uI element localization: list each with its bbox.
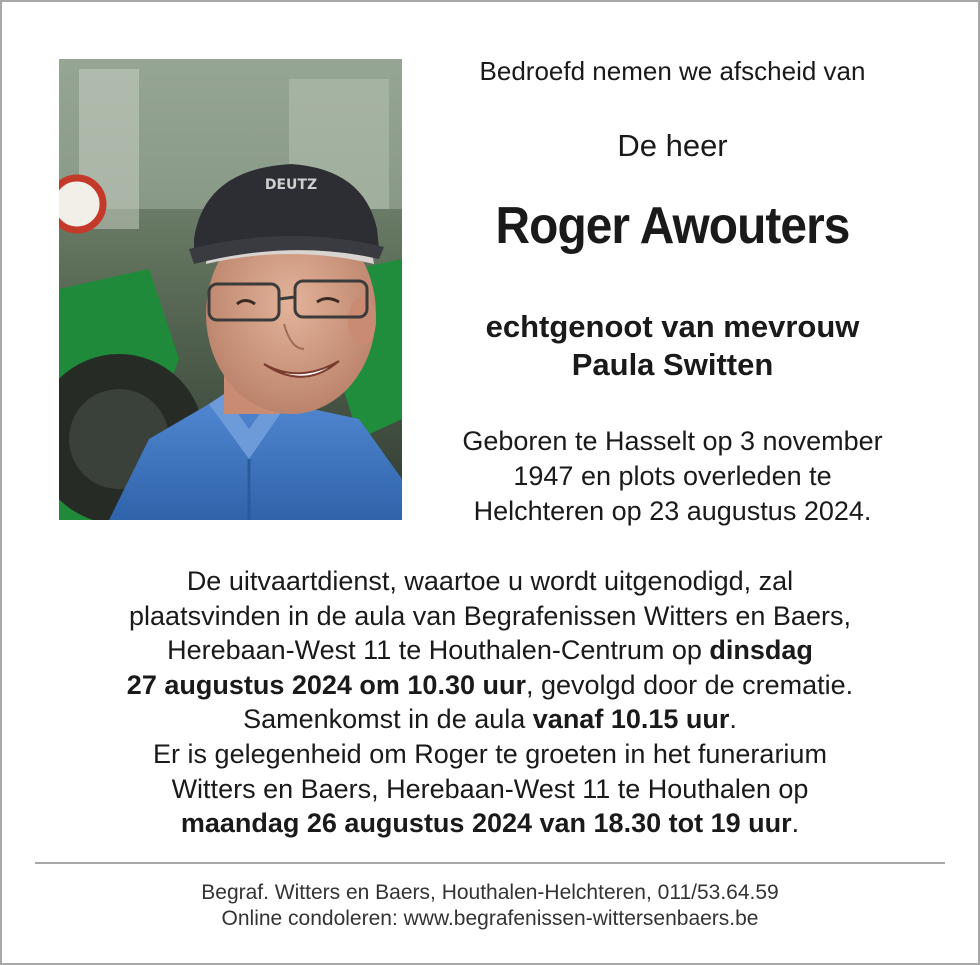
service-line-8	[20, 806, 960, 841]
gathering-text: Samenkomst in de aula	[243, 704, 533, 735]
service-cremation: , gevolgd door de crematie.	[525, 669, 854, 700]
gathering-period: .	[729, 704, 737, 735]
born-line-1: Geboren te Hasselt op 3 november	[462, 426, 883, 456]
birth-death-block	[420, 424, 925, 529]
gathering-time: vanaf 10.15 uur	[532, 704, 730, 735]
funeral-home-contact: Begraf. Witters en Baers, Houthalen-Helchteren, 011/53.64.59	[201, 881, 779, 904]
born-line-3: Helchteren op 23 augustus 2024.	[473, 496, 872, 526]
service-line-2: plaatsvinden in de aula van Begrafenissen Witters en Baers,	[129, 600, 851, 631]
deceased-name: Roger Awouters	[495, 197, 850, 255]
footer-divider	[35, 862, 945, 864]
visitation-date-time: maandag 26 augustus 2024 van 18.30 tot 19 uur	[180, 808, 792, 839]
honorific: De heer	[617, 128, 728, 163]
service-line-6: Er is gelegenheid om Roger te groeten in het funerarium	[153, 738, 827, 769]
born-line-2: 1947 en plots overleden te	[513, 461, 832, 491]
intro-text: Bedroefd nemen we afscheid van	[479, 56, 866, 86]
spouse-block	[420, 308, 925, 384]
service-day: dinsdag	[709, 635, 813, 666]
online-condolence-link: Online condoleren: www.begrafenissen-wittersenbaers.be	[221, 907, 759, 930]
cap-logo-text: DEUTZ	[264, 177, 318, 193]
service-line-3	[20, 633, 960, 668]
visitation-period: .	[791, 808, 800, 839]
footer	[0, 880, 980, 932]
service-line-5	[20, 702, 960, 737]
service-line-7: Witters en Baers, Herebaan-West 11 te Houthalen op	[171, 773, 809, 804]
service-line-4	[20, 668, 960, 703]
service-details	[20, 564, 960, 841]
service-date-time: 27 augustus 2024 om 10.30 uur	[126, 669, 526, 700]
spouse-line-1: echtgenoot van mevrouw	[485, 309, 860, 344]
service-line-1: De uitvaartdienst, waartoe u wordt uitgenodigd, zal	[186, 566, 794, 596]
spouse-line-2: Paula Switten	[571, 347, 774, 382]
portrait-photo	[59, 59, 402, 520]
service-address: Herebaan-West 11 te Houthalen-Centrum op	[167, 635, 710, 666]
